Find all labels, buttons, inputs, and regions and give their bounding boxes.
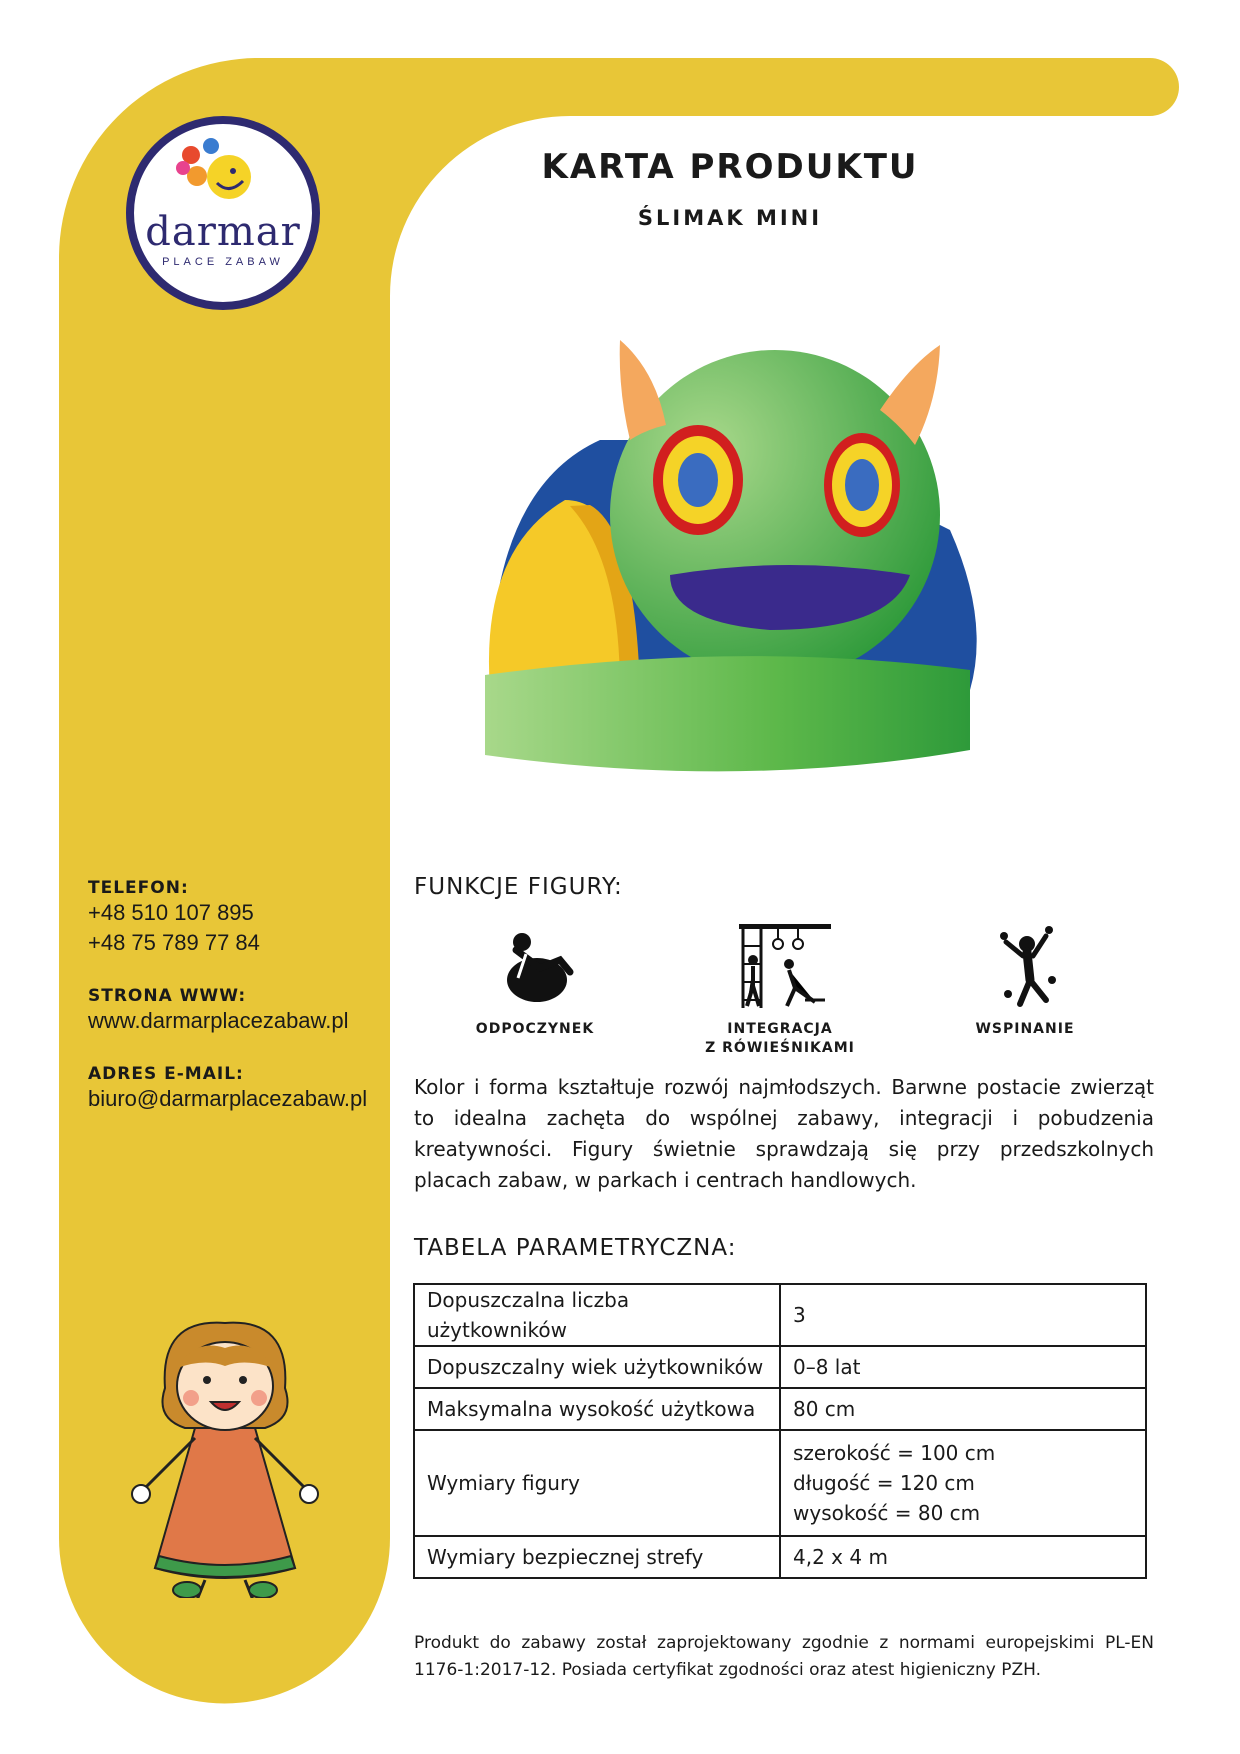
dimension-width: szerokość = 100 cm [793,1441,996,1465]
table-key: Wymiary bezpiecznej strefy [414,1536,780,1578]
product-description: Kolor i forma kształtuje rozwój najmłodszych. Barwne postacie zwierząt to idealna zachęta do wspólnej zabawy, integracji i pobudzenia kreatywności. Figury świetnie sprawdzają się przy przedszkolnych placach zabaw, w parkach i centrach handlowych. [414,1075,1154,1192]
table-value: 4,2 x 4 m [780,1536,1146,1578]
relax-icon [420,920,650,1012]
logo-tagline: PLACE ZABAW [162,256,284,268]
table-key: Dopuszczalna liczba użytkowników [414,1284,780,1346]
email-link[interactable]: biuro@darmarplacezabaw.pl [88,1086,368,1111]
table-value: 0–8 lat [780,1346,1146,1388]
girl-illustration [125,1318,325,1598]
contact-panel [88,878,388,1142]
table-key: Dopuszczalny wiek użytkowników [414,1346,780,1388]
table-key: Wymiary figury [414,1430,780,1536]
product-name: ŚLIMAK MINI [637,206,823,230]
certification-note: Produkt do zabawy został zaprojektowany zgodnie z normami europejskimi PL-EN 1176-1:2017-12. Posiada certyfikat zgodności oraz atest higieniczny PZH. [414,1633,1154,1680]
table-key: Maksymalna wysokość użytkowa [414,1388,780,1430]
table-value: 80 cm [780,1388,1146,1430]
feature-relax [420,920,650,1039]
feature-label-integration-line2: Z RÓWIEŚNIKAMI [705,1040,855,1056]
table-row [414,1536,1146,1578]
table-value [780,1430,1146,1536]
parameter-table [413,1283,1147,1579]
dimension-height: wysokość = 80 cm [793,1501,981,1525]
phone-number-1[interactable]: +48 510 107 895 [88,900,254,925]
brand-logo [125,115,321,311]
logo-wordmark: darmar [145,209,301,255]
www-block [88,986,388,1036]
table-row [414,1430,1146,1536]
table-title: TABELA PARAMETRYCZNA: [414,1235,737,1261]
feature-label-relax: ODPOCZYNEK [475,1021,595,1037]
product-image [470,330,1010,810]
phone-block [88,878,388,958]
feature-label-climbing: WSPINANIE [975,1021,1075,1037]
climbing-icon [910,920,1140,1012]
feature-climbing [910,920,1140,1039]
table-row [414,1388,1146,1430]
page-title: KARTA PRODUKTU [541,147,919,187]
dimension-length: długość = 120 cm [793,1471,975,1495]
feature-label-integration [665,1020,895,1058]
integration-icon [665,920,895,1012]
email-label: ADRES E-MAIL: [88,1064,244,1084]
phone-label: TELEFON: [88,878,189,898]
table-row [414,1284,1146,1346]
feature-label-integration-line1: INTEGRACJA [727,1021,833,1037]
table-row [414,1346,1146,1388]
www-link[interactable]: www.darmarplacezabaw.pl [88,1008,349,1033]
email-block [88,1064,388,1114]
functions-title: FUNKCJE FIGURY: [414,874,623,900]
feature-integration [665,920,895,1058]
table-value: 3 [780,1284,1146,1346]
phone-number-2[interactable]: +48 75 789 77 84 [88,930,260,955]
www-label: STRONA WWW: [88,986,247,1006]
